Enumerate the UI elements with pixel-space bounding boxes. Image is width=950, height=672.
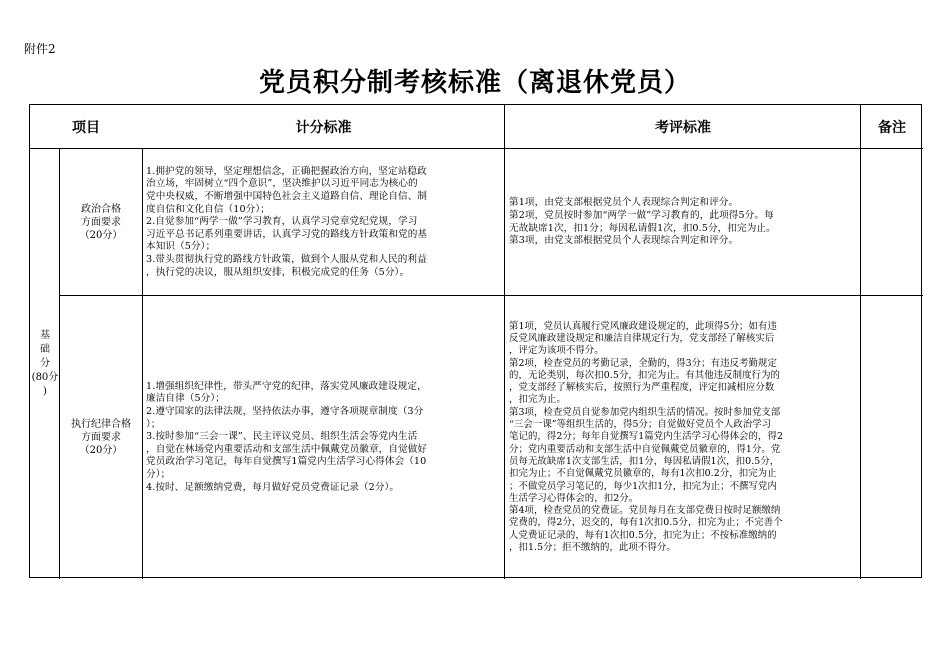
attachment-label: 附件2 bbox=[24, 42, 56, 56]
grid-line bbox=[60, 295, 923, 296]
page-title: 党员积分制考核标准（离退休党员） bbox=[258, 68, 691, 98]
grid-line bbox=[504, 105, 505, 579]
category-basic-score: 基 础 分 (80分 ) bbox=[31, 330, 59, 397]
grid-line bbox=[860, 105, 861, 579]
row-2-remarks bbox=[861, 296, 923, 579]
row-2-item: 执行纪律合格 方面要求 （20分） bbox=[71, 419, 131, 456]
header-scoring: 计分标准 bbox=[295, 120, 352, 136]
header-item: 项目 bbox=[72, 120, 100, 136]
row-2-scoring: 1.增强组织纪律性，带头严守党的纪律，落实党风廉政建设规定， 廉洁自律（5分）； 2.遵守国家的法律法规，坚持依法办事，遵守各项规章制度（3分 ）； 3.按时参加“三会一课”、民主评议党员、组织生活会等党内生活 ，自觉在林场党内重要活动和支部生活中佩戴党员徽章，自觉做好 党员政治学习笔记，每年自觉撰写1篇党内生活学习心得体会（10 分）； 4.按时、足额缴纳党费，每月做好党员党费证记录（2分）。 bbox=[146, 380, 428, 493]
standards-table bbox=[29, 104, 922, 578]
header-remarks: 备注 bbox=[878, 120, 906, 136]
header-evaluation: 考评标准 bbox=[655, 120, 711, 136]
row-1-item: 政治合格 方面要求 （20分） bbox=[79, 204, 123, 241]
grid-line bbox=[30, 148, 923, 149]
grid-line bbox=[59, 149, 60, 579]
grid-line bbox=[142, 149, 143, 579]
row-2-evaluation: 第1项，党员认真履行党风廉政建设规定的，此项得5分；如有违 反党风廉政建设规定和廉洁自律规定行为，党支部经了解核实后 ，评定为该项不得分。 第2项，检查党员的考勤记录，全勤的，得3分；有违反考勤规定 的，无论类别，每次扣0.5分，扣完为止。有其他违反制度行为的 ，党支部经了解核实后，按照行为严重程度，评定扣减相应分数 ，扣完为止。 第3项，检查党员自觉参加党内组织生活的情况。按时参加党支部 “三会一课”等组织生活的，得5分；自觉做好党员个人政治学习 笔记的，得2分；每年自觉撰写1篇党内生活学习心得体会的，得2 分；党内重要活动和支部生活中自觉佩戴党员徽章的，得1分。党 员每无故缺席1次支部生活，扣1分，每因私请假1次，扣0.5分， 扣完为止；不自觉佩戴党员徽章的，每有1次扣0.2分，扣完为止 ；不做党员学习笔记的，每少1次扣1分，扣完为止；不撰写党内 生活学习心得体会的，扣2分。 第4项，检查党员的党费证。党员每月在支部党费日按时足额缴纳 党费的，得2分，迟交的，每有1次扣0.5分，扣完为止；不完善个 人党费证记录的，每有1次扣0.5分，扣完为止；不按标准缴纳的 ，扣1.5分；拒不缴纳的，此项不得分。 bbox=[509, 320, 784, 554]
row-1-scoring: 1.拥护党的领导，坚定理想信念，正确把握政治方向，坚定站稳政 治立场，牢固树立“四个意识”，坚决维护以习近平同志为核心的 党中央权威，不断增强中国特色社会主义道路自信、理论自信、制 度自信和文化自信（10分）； 2.自觉参加“两学一做”学习教育，认真学习党章党纪党规，学习 习近平总书记系列重要讲话，认真学习党的路线方针政策和党的基 本知识（5分）； 3.带头贯彻执行党的路线方针政策，做到个人服从党和人民的利益 ，执行党的决议，服从组织安排，积极完成党的任务（5分）。 bbox=[146, 165, 428, 278]
row-1-evaluation: 第1项，由党支部根据党员个人表现综合判定和评分。 第2项，党员按时参加“两学一做”学习教育的，此项得5分。每 无故缺席1次，扣1分；每因私请假1次，扣0.5分，扣完为止。 第3项，由党支部根据党员个人表现综合判定和评分。 bbox=[509, 197, 776, 247]
row-1-remarks bbox=[861, 149, 923, 296]
